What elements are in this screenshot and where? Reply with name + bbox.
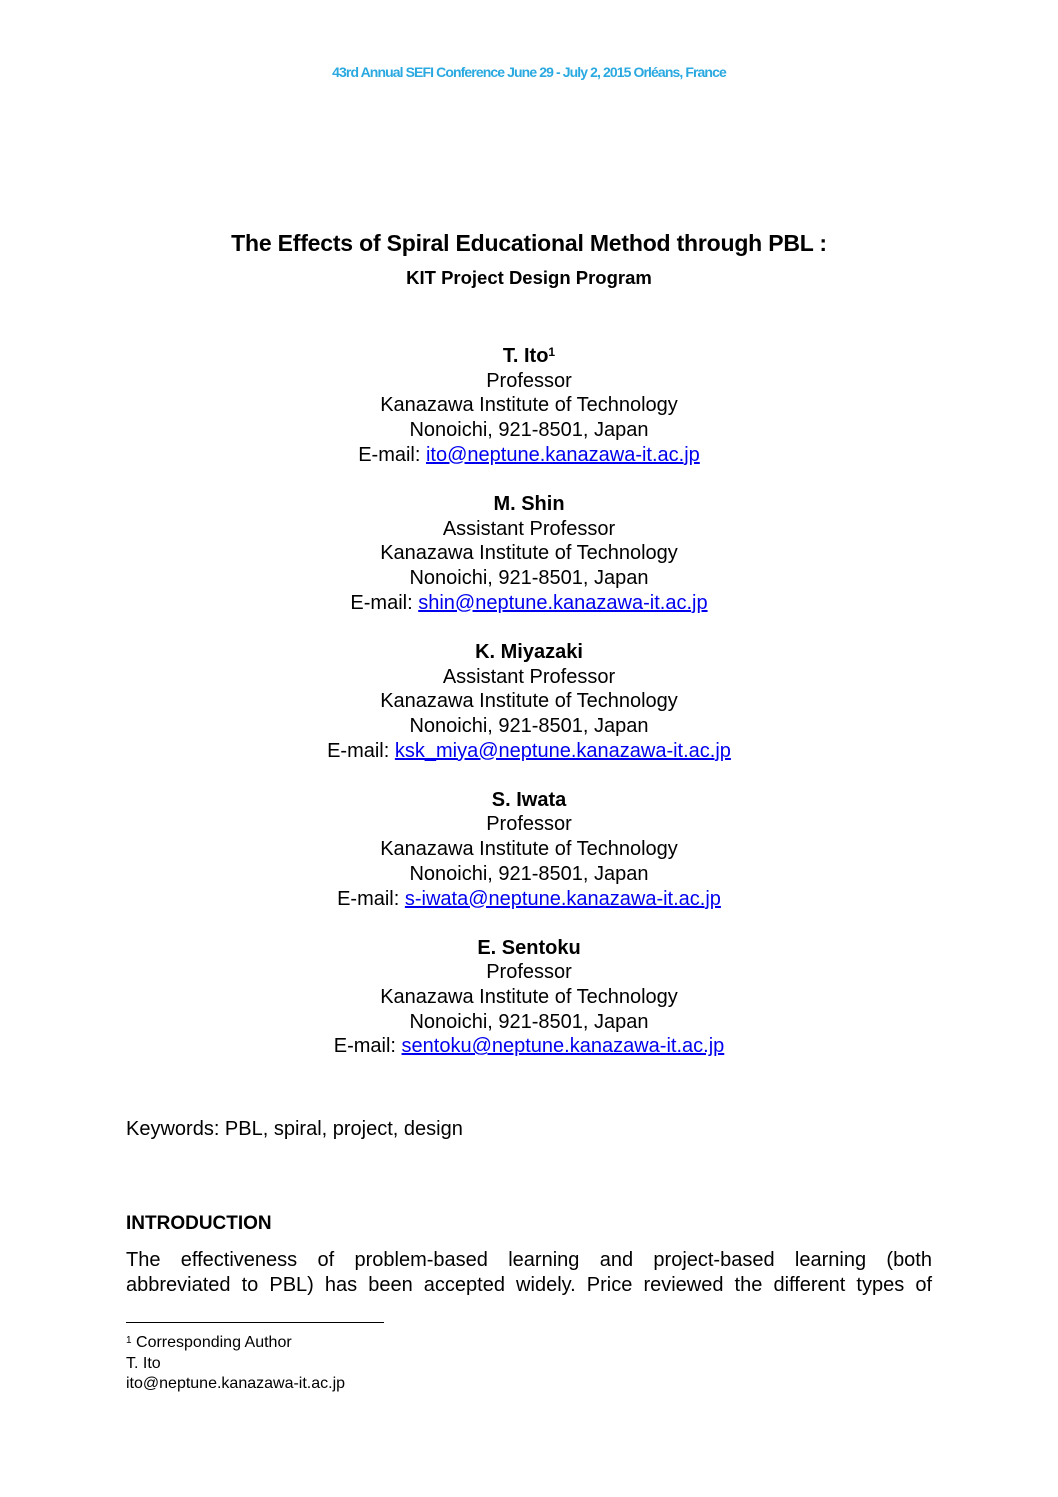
footnote <box>126 1333 345 1395</box>
email-label: E-mail: <box>358 443 426 466</box>
conference-header: 43rd Annual SEFI Conference June 29 - July 2, 2015 Orléans, France <box>332 64 726 80</box>
author-email-link[interactable]: ksk_miya@neptune.kanazawa-it.ac.jp <box>394 739 731 762</box>
author-name: E. Sentoku <box>477 936 581 959</box>
paper-title: The Effects of Spiral Educational Method through PBL : <box>231 230 827 256</box>
author-institution: Kanazawa Institute of Technology <box>380 690 678 713</box>
author-block <box>0 788 1058 912</box>
author-block <box>0 640 1058 764</box>
author-name-text: T. Ito <box>502 345 549 367</box>
author-email-line <box>0 739 1058 764</box>
email-label: E-mail: <box>333 1035 402 1058</box>
author-email-link[interactable]: ito@neptune.kanazawa-it.ac.jp <box>425 443 700 466</box>
author-email-link[interactable]: shin@neptune.kanazawa-it.ac.jp <box>418 591 708 614</box>
footnote-line <box>126 1333 345 1354</box>
author-position: Professor <box>486 369 572 392</box>
author-name: M. Shin <box>493 492 565 515</box>
author-email-line <box>0 887 1058 912</box>
footnote-text: Corresponding Author <box>131 1334 292 1351</box>
author-institution: Kanazawa Institute of Technology <box>380 838 678 861</box>
author-institution: Kanazawa Institute of Technology <box>380 542 678 565</box>
author-list <box>0 344 1058 1084</box>
author-email-line <box>0 1034 1058 1059</box>
author-address: Nonoichi, 921-8501, Japan <box>409 714 649 737</box>
author-block <box>0 492 1058 616</box>
author-address: Nonoichi, 921-8501, Japan <box>409 567 649 590</box>
footnote-email: ito@neptune.kanazawa-it.ac.jp <box>126 1375 346 1392</box>
author-email-link[interactable]: sentoku@neptune.kanazawa-it.ac.jp <box>401 1035 725 1058</box>
section-heading-introduction: INTRODUCTION <box>126 1213 272 1234</box>
author-institution: Kanazawa Institute of Technology <box>380 986 678 1009</box>
email-label: E-mail: <box>350 591 419 614</box>
author-email-line <box>0 591 1058 616</box>
author-block <box>0 936 1058 1060</box>
introduction-paragraph <box>126 1248 932 1298</box>
author-name <box>0 344 1058 369</box>
author-address: Nonoichi, 921-8501, Japan <box>409 862 649 885</box>
paragraph-line: abbreviated to PBL) has been accepted widely. Price reviewed the different types of <box>126 1274 932 1296</box>
email-label: E-mail: <box>337 887 405 910</box>
author-name: S. Iwata <box>491 788 567 811</box>
keywords: Keywords: PBL, spiral, project, design <box>126 1118 463 1140</box>
author-name: K. Miyazaki <box>475 640 583 663</box>
author-position: Professor <box>486 813 572 836</box>
footnote-marker: 1 <box>548 345 556 359</box>
paper-subtitle: KIT Project Design Program <box>406 267 652 288</box>
author-position: Professor <box>486 961 572 984</box>
email-label: E-mail: <box>327 739 395 762</box>
footnote-name: T. Ito <box>126 1354 161 1372</box>
author-address: Nonoichi, 921-8501, Japan <box>409 419 649 442</box>
paragraph-line: The effectiveness of problem-based learning and project-based learning (both <box>126 1249 932 1271</box>
author-email-line <box>0 443 1058 468</box>
author-block <box>0 344 1058 468</box>
author-position: Assistant Professor <box>442 517 616 540</box>
footnote-divider <box>126 1322 384 1323</box>
author-institution: Kanazawa Institute of Technology <box>380 394 678 417</box>
footnote-marker: 1 <box>126 1335 132 1346</box>
author-email-link[interactable]: s-iwata@neptune.kanazawa-it.ac.jp <box>404 887 721 910</box>
author-address: Nonoichi, 921-8501, Japan <box>409 1010 649 1033</box>
author-position: Assistant Professor <box>442 665 616 688</box>
